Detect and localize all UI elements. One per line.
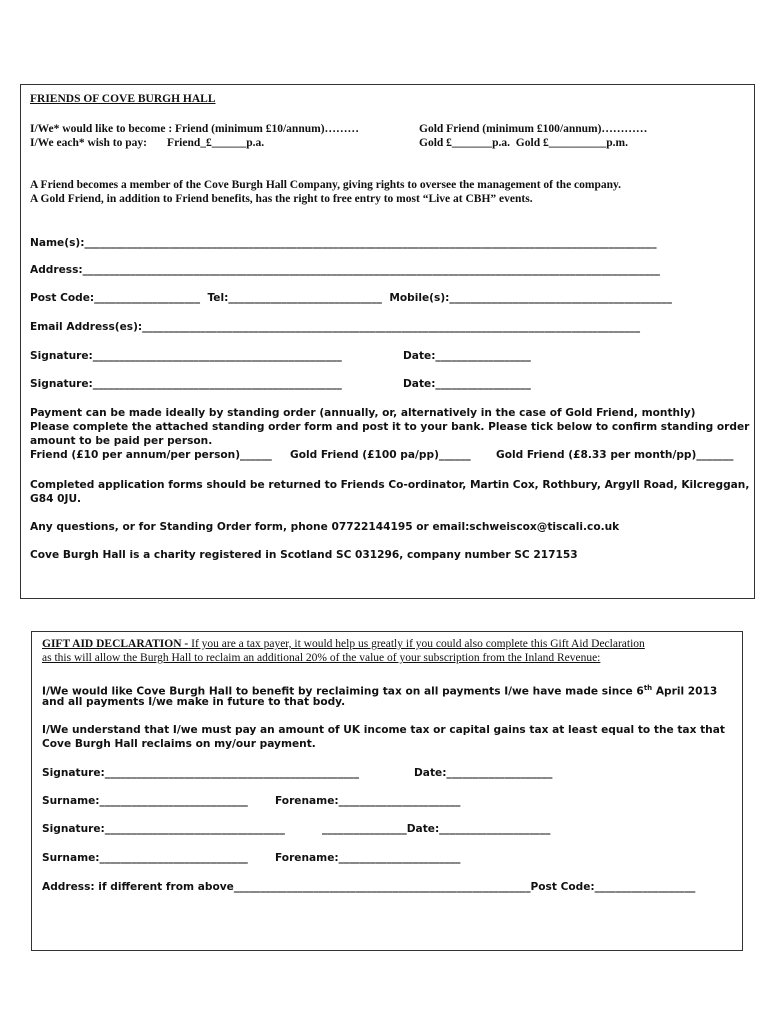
email-field[interactable]: Email Address(es):______________________________________________________________________________________________: [30, 321, 641, 333]
names-field[interactable]: Name(s):____________________________________________________________________________________________________________: [30, 237, 657, 249]
questions-contact: Any questions, or for Standing Order form, phone 07722144195 or email:schweiscox@tiscali.co.uk: [30, 521, 620, 533]
membership-option-gold: Gold Friend (minimum £100/annum)…………: [419, 123, 648, 135]
gift-aid-signature-2[interactable]: Signature:__________________________________: [42, 823, 285, 835]
gift-aid-heading: GIFT AID DECLARATION -: [42, 638, 189, 650]
gift-aid-address-field[interactable]: Address: if different from above________________________________________________________Post Code:___________________: [42, 881, 696, 893]
gift-aid-benefit-line-2: and all payments I/we make in future to that body.: [42, 696, 346, 708]
charity-statement: Cove Burgh Hall is a charity registered in Scotland SC 031296, company number SC 217153: [30, 549, 578, 561]
payment-amount-gold[interactable]: Gold £_______p.a. Gold £__________p.m.: [419, 137, 628, 149]
address-field[interactable]: Address:_____________________________________________________________________________________________________________: [30, 264, 660, 276]
date-field-2[interactable]: Date:__________________: [403, 378, 531, 390]
signature-field-2[interactable]: Signature:_______________________________________________: [30, 378, 342, 390]
gift-aid-forename-2[interactable]: Forename:_______________________: [275, 852, 461, 864]
payment-amount-friend[interactable]: I/We each* wish to pay: Friend_£______p.a.: [30, 137, 265, 149]
gift-aid-date-2[interactable]: ________________Date:_____________________: [322, 823, 551, 835]
date-field-1[interactable]: Date:__________________: [403, 350, 531, 362]
payment-info-line-2: Please complete the attached standing order form and post it to your bank. Please tick below to confirm standing order: [30, 421, 750, 433]
gift-aid-intro-line-1: [42, 637, 645, 651]
return-address-line-2: G84 0JU.: [30, 493, 82, 505]
signature-field-1[interactable]: Signature:_______________________________________________: [30, 350, 342, 362]
gift-aid-understand-line-1: I/We understand that I/we must pay an amount of UK income tax or capital gains tax at least equal to the tax that: [42, 724, 725, 736]
gift-aid-intro-text: If you are a tax payer, it would help us greatly if you could also complete this Gift Aid Declaration: [188, 638, 645, 650]
gift-aid-surname-1[interactable]: Surname:____________________________: [42, 795, 248, 807]
gift-aid-forename-1[interactable]: Forename:_______________________: [275, 795, 461, 807]
gift-aid-declaration: [31, 631, 743, 951]
gift-aid-understand-line-2: Cove Burgh Hall reclaims on my/our payment.: [42, 738, 316, 750]
contact-fields[interactable]: Post Code:____________________ Tel:_____________________________ Mobile(s):__________________________________________: [30, 292, 672, 304]
return-address-line-1: Completed application forms should be returned to Friends Co-ordinator, Martin Cox, Rothbury, Argyll Road, Kilcreggan,: [30, 479, 750, 491]
gift-aid-surname-2[interactable]: Surname:____________________________: [42, 852, 248, 864]
payment-info-line-1: Payment can be made ideally by standing order (annually, or, alternatively in the case of Gold Friend, monthly): [30, 407, 696, 419]
friend-description: A Friend becomes a member of the Cove Burgh Hall Company, giving rights to oversee the management of the company.: [30, 179, 622, 191]
option-friend-annual[interactable]: Friend (£10 per annum/per person)______: [30, 449, 272, 461]
gift-aid-signature-1[interactable]: Signature:________________________________________________: [42, 767, 360, 779]
benefit-superscript: th: [643, 684, 653, 692]
option-gold-annual[interactable]: Gold Friend (£100 pa/pp)______: [290, 449, 471, 461]
benefit-date: April 2013: [652, 685, 718, 698]
payment-info-line-3: amount to be paid per person.: [30, 435, 213, 447]
membership-option-friend: I/We* would like to become : Friend (minimum £10/annum)………: [30, 123, 360, 135]
benefit-text: I/We would like Cove Burgh Hall to benefit by reclaiming tax on all payments I/we have made since 6: [42, 685, 644, 698]
gold-friend-description: A Gold Friend, in addition to Friend benefits, has the right to free entry to most “Live at CBH” events.: [30, 193, 533, 205]
form-title: FRIENDS OF COVE BURGH HALL: [30, 93, 216, 105]
gift-aid-date-1[interactable]: Date:____________________: [414, 767, 553, 779]
gift-aid-intro-line-2: as this will allow the Burgh Hall to reclaim an additional 20% of the value of your subscription from the Inland Revenue:: [42, 652, 601, 664]
option-gold-monthly[interactable]: Gold Friend (£8.33 per month/pp)_______: [496, 449, 734, 461]
